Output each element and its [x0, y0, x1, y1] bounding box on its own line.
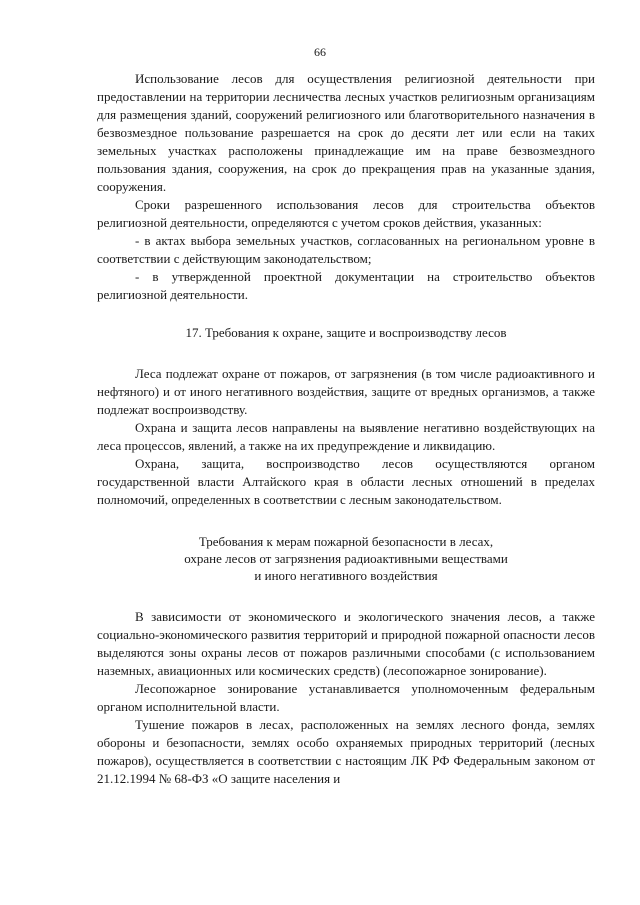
body-paragraph: Охрана, защита, воспроизводство лесов осуществляются органом государственной власти Алтайского края в области лесных отношений в пределах полномочий, определенных в соответствии с лесным законодательством.	[97, 456, 595, 507]
document-body	[97, 70, 595, 788]
body-paragraph: В зависимости от экономического и экологического значения лесов, а также социально-экономического развития территорий и природной пожарной опасности лесов выделяются зоны охраны лесов от пожаров различными способами (с использованием наземных, авиационных или космических средств) (лесопожарное зонирование).	[97, 609, 595, 678]
body-paragraph: Сроки разрешенного использования лесов для строительства объектов религиозной деятельности, определяются с учетом сроков действия, указанных:	[97, 197, 595, 230]
body-paragraph: Леса подлежат охране от пожаров, от загрязнения (в том числе радиоактивного и нефтяного) и от иного негативного воздействия, защите от вредных организмов, а также подлежат воспроизводству.	[97, 366, 595, 417]
section-heading: 17. Требования к охране, защите и воспроизводству лесов	[185, 325, 507, 340]
subsection-heading-line: Требования к мерам пожарной безопасности в лесах,	[198, 534, 494, 549]
page-number: 66	[314, 45, 326, 59]
subsection-heading-line: и иного негативного воздействия	[254, 568, 438, 583]
body-paragraph: Использование лесов для осуществления религиозной деятельности при предоставлении на территории лесничества лесных участков религиозным организациям для размещения зданий, сооружений религиозного или благотворительного назначения в безвозмездное пользование разрешается на срок до десяти лет или если на таких земельных участках расположены принадлежащие им на праве безвозмездного пользования здания, сооружения, на срок до прекращения прав на указанные здания, сооружения.	[97, 71, 595, 194]
list-item: - в утвержденной проектной документации на строительство объектов религиозной деятельности.	[97, 269, 595, 302]
subsection-heading	[97, 533, 595, 584]
body-paragraph: Лесопожарное зонирование устанавливается уполномоченным федеральным органом исполнительной власти.	[97, 681, 595, 714]
subsection-heading-line: охране лесов от загрязнения радиоактивными веществами	[184, 551, 508, 566]
body-paragraph: Охрана и защита лесов направлены на выявление негативно воздействующих на леса процессов, явлений, а также на их предупреждение и ликвидацию.	[97, 420, 595, 453]
list-item: - в актах выбора земельных участков, согласованных на региональном уровне в соответствии с действующим законодательством;	[97, 233, 595, 266]
body-paragraph: Тушение пожаров в лесах, расположенных на землях лесного фонда, землях обороны и безопасности, землях особо охраняемых природных территорий (лесных пожаров), осуществляется в соответствии с настоящим ЛК РФ Федеральным законом от 21.12.1994 № 68-ФЗ «О защите населения и	[97, 717, 595, 786]
